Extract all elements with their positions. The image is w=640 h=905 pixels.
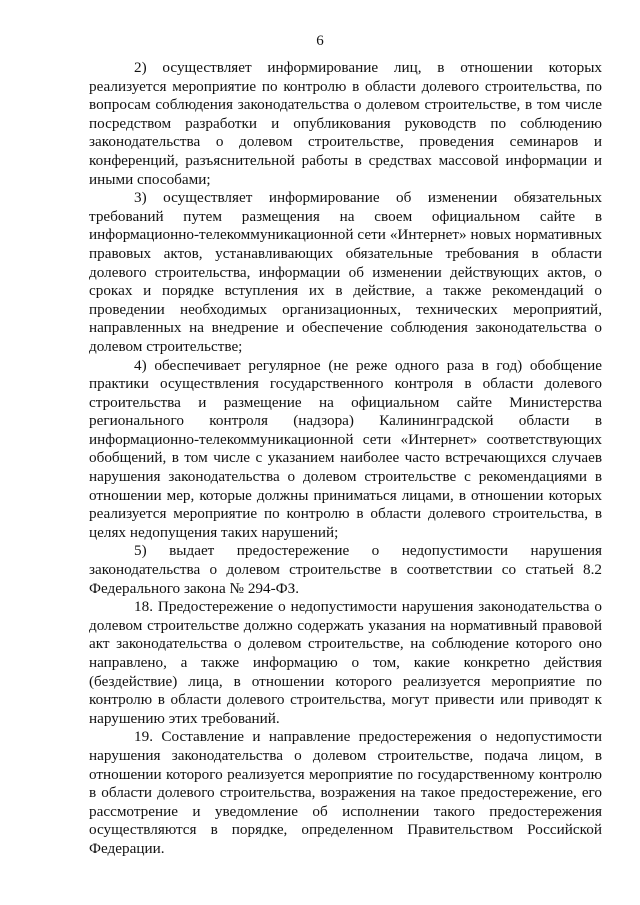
page-number: 6 (316, 33, 324, 49)
paragraph-clause-19: 19. Составление и направление предостережения о недопустимости нарушения законодательства о долевом строительстве, подача лицом, в отношении которого реализуется мероприятие по государственному контролю в области долевого строительства, возражения на такое предостережение, его рассмотрение и уведомление об исполнении такого предостережения осуществляются в порядке, определенном Правительством Российской Федерации. (89, 728, 602, 857)
paragraph-item-5: 5) выдает предостережение о недопустимости нарушения законодательства о долевом строительстве в соответствии со статьей 8.2 Федерального закона № 294-ФЗ. (89, 542, 602, 597)
paragraph-clause-18: 18. Предостережение о недопустимости нарушения законодательства о долевом строительстве должно содержать указания на нормативный правовой акт законодательства о долевом строительстве, на соблюдение которого оно направлено, а также информацию о том, какие конкретно действия (бездействие) лица, в отношении которого реализуется мероприятие по контролю в области долевого строительства, могут привести или приводят к нарушению этих требований. (89, 598, 602, 727)
paragraph-item-2: 2) осуществляет информирование лиц, в отношении которых реализуется мероприятие по контролю в области долевого строительства, по вопросам соблюдения законодательства о долевом строительстве, в том числе посредством разработки и опубликования руководств по соблюдению законодательства о долевом строительстве, проведения семинаров и конференций, разъяснительной работы в средствах массовой информации и иными способами; (89, 59, 602, 188)
paragraph-item-3: 3) осуществляет информирование об изменении обязательных требований путем размещения на своем официальном сайте в информационно-телекоммуникационной сети «Интернет» новых нормативных правовых актов, устанавливающих обязательные требования в области долевого строительства, информации об изменении действующих актов, о сроках и порядке вступления их в действие, а также рекомендаций о проведении необходимых организационных, технических мероприятий, направленных на внедрение и обеспечение соблюдения законодательства о долевом строительстве; (89, 189, 602, 355)
document-body (89, 59, 602, 859)
paragraph-item-4: 4) обеспечивает регулярное (не реже одного раза в год) обобщение практики осуществления государственного контроля в области долевого строительства и размещение на официальном сайте Министерства регионального контроля (надзора) Калининградской области в информационно-телекоммуникационной сети «Интернет» соответствующих обобщений, в том числе с указанием наиболее часто встречающихся случаев нарушения законодательства о долевом строительстве с рекомендациями в отношении мер, которые должны приниматься лицами, в отношении которых реализуется мероприятие по контролю в области долевого строительства, в целях недопущения таких нарушений; (89, 356, 602, 541)
